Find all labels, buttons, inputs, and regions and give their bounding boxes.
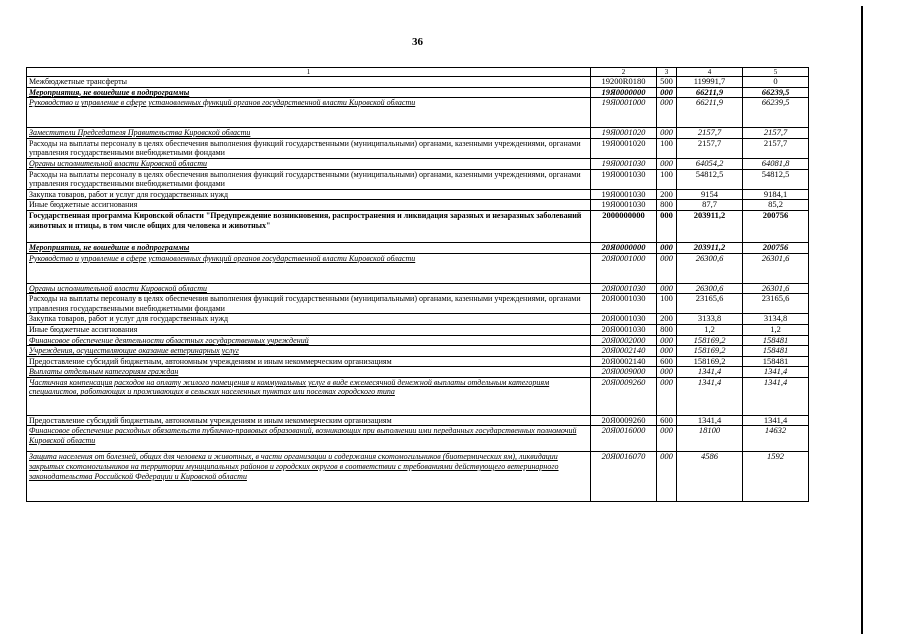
row-value-2-cell: 158481: [743, 335, 809, 346]
row-value-1-cell: 4586: [677, 452, 743, 502]
row-name-text: Расходы на выплаты персоналу в целях обеспечения выполнения функций государственными (муниципальными) органами, казенными учреждениями, органами управления государственными внебюджетными фондами: [29, 169, 581, 189]
row-type-cell: 600: [657, 415, 677, 426]
row-name-cell: [27, 377, 591, 415]
row-name-text: Частичная компенсация расходов на оплату жилого помещения и коммунальных услуг в виде ежемесячной денежной выплаты отдельным категориям специалистов, работающих и проживающих в сельских населенных пунктах или поселках городского типа: [29, 377, 550, 397]
row-name-cell: [27, 415, 591, 426]
header-col-2: 2: [591, 68, 657, 77]
row-type-cell: 000: [657, 242, 677, 253]
row-type-cell: 000: [657, 346, 677, 357]
row-value-2-cell: 1341,4: [743, 415, 809, 426]
table-row: [27, 128, 809, 139]
row-code-cell: 19Я0001020: [591, 138, 657, 158]
row-value-1-cell: 18100: [677, 426, 743, 452]
row-code-cell: 19Я0001030: [591, 200, 657, 211]
row-value-2-cell: 26301,6: [743, 253, 809, 283]
row-type-cell: 200: [657, 314, 677, 325]
row-name-cell: [27, 128, 591, 139]
table-row: [27, 283, 809, 294]
row-value-1-cell: 119991,7: [677, 77, 743, 88]
row-name-text: Межбюджетные трансферты: [29, 77, 127, 86]
table-row: [27, 346, 809, 357]
row-type-cell: 000: [657, 377, 677, 415]
row-value-2-cell: 200756: [743, 210, 809, 242]
row-type-cell: 200: [657, 189, 677, 200]
row-type-cell: 100: [657, 294, 677, 314]
row-name-cell: [27, 346, 591, 357]
row-value-2-cell: 1592: [743, 452, 809, 502]
row-value-1-cell: 9154: [677, 189, 743, 200]
row-value-1-cell: 54812,5: [677, 169, 743, 189]
table-row: [27, 169, 809, 189]
row-code-cell: 2000000000: [591, 210, 657, 242]
header-col-1: 1: [27, 68, 591, 77]
table-row: [27, 189, 809, 200]
row-value-2-cell: 158481: [743, 346, 809, 357]
row-type-cell: 000: [657, 367, 677, 378]
row-value-1-cell: 2157,7: [677, 138, 743, 158]
row-value-1-cell: 2157,7: [677, 128, 743, 139]
table-row: [27, 138, 809, 158]
table-body: [27, 77, 809, 502]
row-name-cell: [27, 253, 591, 283]
table-header-row: [27, 68, 809, 77]
row-name-cell: [27, 452, 591, 502]
row-type-cell: 800: [657, 200, 677, 211]
table-row: [27, 415, 809, 426]
row-name-text: Органы исполнительной власти Кировской области: [29, 158, 208, 168]
row-type-cell: 000: [657, 335, 677, 346]
row-value-1-cell: 26300,6: [677, 253, 743, 283]
row-type-cell: 000: [657, 283, 677, 294]
row-code-cell: 19200R0180: [591, 77, 657, 88]
row-value-1-cell: 87,7: [677, 200, 743, 211]
row-code-cell: 19Я0000000: [591, 87, 657, 98]
row-type-cell: 000: [657, 426, 677, 452]
row-code-cell: 20Я0001030: [591, 324, 657, 335]
table-row: [27, 253, 809, 283]
row-name-text: Учреждения, осуществляющие оказание ветеринарных услуг: [29, 346, 239, 356]
row-name-text: Руководство и управление в сфере установленных функций органов государственной власти Кировской области: [29, 253, 416, 263]
row-name-cell: [27, 189, 591, 200]
row-name-cell: [27, 158, 591, 169]
table-row: [27, 324, 809, 335]
row-code-cell: 20Я0001000: [591, 253, 657, 283]
row-value-2-cell: 66239,5: [743, 87, 809, 98]
row-name-text: Иные бюджетные ассигнования: [29, 200, 138, 210]
row-value-2-cell: 2157,7: [743, 128, 809, 139]
row-name-text: Предоставление субсидий бюджетным, автономным учреждениям и иным некоммерческим организациям: [29, 415, 392, 425]
row-value-2-cell: 1341,4: [743, 377, 809, 415]
row-type-cell: 000: [657, 253, 677, 283]
table-row: [27, 377, 809, 415]
row-type-cell: 800: [657, 324, 677, 335]
row-value-2-cell: 1341,4: [743, 367, 809, 378]
table-row: [27, 367, 809, 378]
row-name-text: Закупка товаров, работ и услуг для государственных нужд: [29, 189, 229, 199]
row-value-2-cell: 3134,8: [743, 314, 809, 325]
row-name-cell: [27, 324, 591, 335]
row-value-1-cell: 23165,6: [677, 294, 743, 314]
row-type-cell: 000: [657, 87, 677, 98]
row-name-cell: [27, 294, 591, 314]
row-value-1-cell: 3133,8: [677, 314, 743, 325]
row-type-cell: 000: [657, 128, 677, 139]
table-row: [27, 158, 809, 169]
row-value-1-cell: 66211,9: [677, 87, 743, 98]
row-value-2-cell: 14632: [743, 426, 809, 452]
row-name-cell: [27, 314, 591, 325]
row-name-text: Государственная программа Кировской области "Предупреждение возникновения, распространения и ликвидация заразных и незаразных заболеваний животных и птицы, в том числе общих для человека и животных": [29, 210, 582, 230]
row-name-cell: [27, 200, 591, 211]
row-type-cell: 000: [657, 158, 677, 169]
row-name-text: Расходы на выплаты персоналу в целях обеспечения выполнения функций государственными (муниципальными) органами, казенными учреждениями, органами управления государственными внебюджетными фондами: [29, 138, 581, 158]
row-code-cell: 20Я0001030: [591, 294, 657, 314]
table-row: [27, 98, 809, 128]
row-value-1-cell: 1341,4: [677, 377, 743, 415]
row-value-2-cell: 85,2: [743, 200, 809, 211]
row-name-text: Заместители Председателя Правительства Кировской области: [29, 128, 251, 138]
table-row: [27, 335, 809, 346]
row-value-1-cell: 1341,4: [677, 367, 743, 378]
header-col-4: 4: [677, 68, 743, 77]
row-name-text: Закупка товаров, работ и услуг для государственных нужд: [29, 314, 229, 324]
row-name-cell: [27, 98, 591, 128]
row-name-text: Иные бюджетные ассигнования: [29, 324, 138, 334]
row-value-2-cell: 23165,6: [743, 294, 809, 314]
row-value-1-cell: 64054,2: [677, 158, 743, 169]
row-value-2-cell: 2157,7: [743, 138, 809, 158]
table-row: [27, 426, 809, 452]
page-edge-line: [861, 6, 863, 634]
row-code-cell: 20Я0016000: [591, 426, 657, 452]
row-code-cell: 19Я0001030: [591, 189, 657, 200]
row-name-text: Органы исполнительной власти Кировской области: [29, 283, 208, 293]
row-value-1-cell: 158169,2: [677, 335, 743, 346]
row-code-cell: 20Я0002140: [591, 346, 657, 357]
row-value-2-cell: 26301,6: [743, 283, 809, 294]
table-row: [27, 452, 809, 502]
row-value-1-cell: 158169,2: [677, 356, 743, 367]
row-value-2-cell: 0: [743, 77, 809, 88]
row-type-cell: 500: [657, 77, 677, 88]
row-code-cell: 20Я0001030: [591, 283, 657, 294]
row-name-text: Финансовое обеспечение деятельности областных государственных учреждений: [29, 335, 309, 345]
row-value-2-cell: 9184,1: [743, 189, 809, 200]
row-code-cell: 20Я0009000: [591, 367, 657, 378]
row-code-cell: 19Я0001030: [591, 158, 657, 169]
row-name-text: Финансовое обеспечение расходных обязательств публично-правовых образований, возникающих при выполнении ими переданных государственных полномочий Кировской области: [29, 426, 577, 446]
header-col-3: 3: [657, 68, 677, 77]
row-value-2-cell: 54812,5: [743, 169, 809, 189]
row-value-2-cell: 66239,5: [743, 98, 809, 128]
row-name-text: Расходы на выплаты персоналу в целях обеспечения выполнения функций государственными (муниципальными) органами, казенными учреждениями, органами управления государственными внебюджетными фондами: [29, 294, 581, 313]
row-name-text: Предоставление субсидий бюджетным, автономным учреждениям и иным некоммерческим организациям: [29, 356, 392, 366]
row-name-cell: [27, 77, 591, 88]
table-row: [27, 294, 809, 314]
table-row: [27, 200, 809, 211]
row-name-cell: [27, 210, 591, 242]
row-code-cell: 20Я0002000: [591, 335, 657, 346]
row-name-cell: [27, 87, 591, 98]
row-type-cell: 000: [657, 98, 677, 128]
row-value-1-cell: 26300,6: [677, 283, 743, 294]
row-type-cell: 600: [657, 356, 677, 367]
row-name-cell: [27, 356, 591, 367]
table-row: [27, 77, 809, 88]
page-number: 36: [412, 36, 423, 48]
row-value-2-cell: 200756: [743, 242, 809, 253]
table-row: [27, 242, 809, 253]
row-code-cell: 19Я0001000: [591, 98, 657, 128]
row-type-cell: 100: [657, 138, 677, 158]
row-name-cell: [27, 138, 591, 158]
row-code-cell: 20Я0000000: [591, 242, 657, 253]
row-code-cell: 20Я0016070: [591, 452, 657, 502]
row-name-text: Защита населения от болезней, общих для человека и животных, в части организации и содержания скотомогильников (биотермических ям), ликвидации закрытых скотомогильников на территории муниципальных районов и городских округов в соответствии с требованиями действующего ветеринарного законодательства Российской Федерации и Кировской области: [29, 452, 559, 481]
row-value-2-cell: 1,2: [743, 324, 809, 335]
row-code-cell: 20Я0009260: [591, 415, 657, 426]
table-row: [27, 314, 809, 325]
row-value-1-cell: 203911,2: [677, 210, 743, 242]
row-value-2-cell: 64081,8: [743, 158, 809, 169]
row-value-1-cell: 66211,9: [677, 98, 743, 128]
row-name-text: Выплаты отдельным категориям граждан: [29, 367, 179, 377]
budget-table: [26, 67, 809, 502]
row-name-cell: [27, 335, 591, 346]
row-value-2-cell: 158481: [743, 356, 809, 367]
row-value-1-cell: 158169,2: [677, 346, 743, 357]
table-row: [27, 210, 809, 242]
row-name-cell: [27, 169, 591, 189]
row-code-cell: 20Я0002140: [591, 356, 657, 367]
row-code-cell: 20Я0001030: [591, 314, 657, 325]
row-value-1-cell: 1,2: [677, 324, 743, 335]
table-row: [27, 87, 809, 98]
row-code-cell: 20Я0009260: [591, 377, 657, 415]
row-type-cell: 000: [657, 452, 677, 502]
row-value-1-cell: 1341,4: [677, 415, 743, 426]
row-name-cell: [27, 426, 591, 452]
table-row: [27, 356, 809, 367]
row-type-cell: 000: [657, 210, 677, 242]
row-code-cell: 19Я0001020: [591, 128, 657, 139]
row-type-cell: 100: [657, 169, 677, 189]
row-value-1-cell: 203911,2: [677, 242, 743, 253]
row-name-text: Мероприятия, не вошедшие в подпрограммы: [29, 87, 190, 97]
row-name-cell: [27, 283, 591, 294]
row-name-cell: [27, 242, 591, 253]
header-col-5: 5: [743, 68, 809, 77]
row-name-text: Руководство и управление в сфере установленных функций органов государственной власти Кировской области: [29, 98, 416, 108]
row-name-text: Мероприятия, не вошедшие в подпрограммы: [29, 242, 190, 252]
row-code-cell: 19Я0001030: [591, 169, 657, 189]
row-name-cell: [27, 367, 591, 378]
